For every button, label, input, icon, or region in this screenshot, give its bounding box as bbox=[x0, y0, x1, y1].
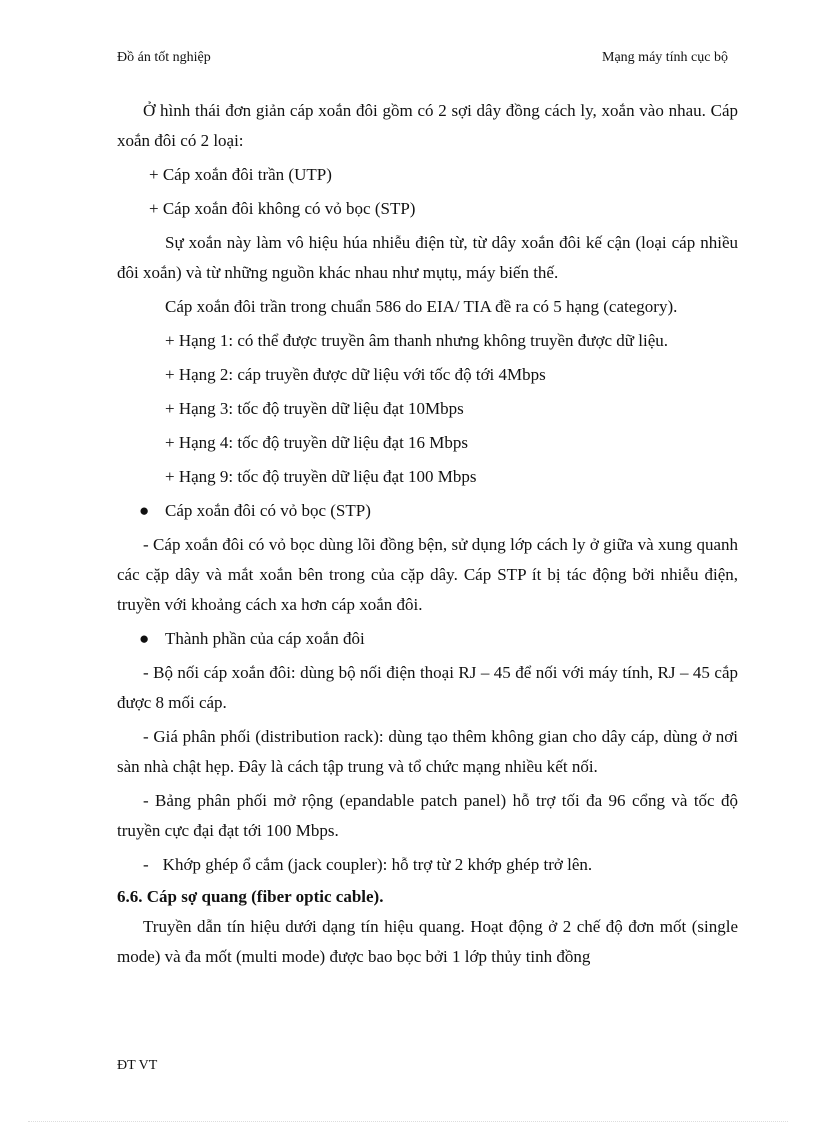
rack-paragraph: - Giá phân phối (distribution rack): dùng tạo thêm không gian cho dây cáp, dùng ở nơi sàn nhà chật hẹp. Đây là cách tập trung và tổ chức mạng nhiều kết nối. bbox=[117, 727, 738, 776]
page-bottom-divider bbox=[28, 1121, 788, 1122]
category-1-item: + Hạng 1: có thể được truyền âm thanh nhưng không truyền được dữ liệu. bbox=[165, 331, 669, 350]
bullet-components bbox=[117, 624, 738, 654]
panel-paragraph: - Bảng phân phối mở rộng (epandable patch panel) hỗ trợ tối đa 96 cổng và tốc độ truyền cực đại đạt tới 100 Mbps. bbox=[117, 791, 738, 840]
bullet-dot-icon: ● bbox=[139, 501, 150, 520]
stp-paragraph: - Cáp xoắn đôi có vỏ bọc dùng lõi đồng bện, sử dụng lớp cách ly ở giữa và xung quanh các cặp dây và mắt xoắn bên trong của cặp dây. Cáp STP ít bị tác động bởi nhiễu điện, truyền với khoảng cách xa hơn cáp xoắn đôi. bbox=[117, 535, 738, 614]
header-left-title: Đồ án tốt nghiệp bbox=[117, 50, 211, 65]
category-2-item: + Hạng 2: cáp truyền được dữ liệu với tốc độ tới 4Mbps bbox=[165, 365, 546, 384]
coupler-paragraph bbox=[117, 850, 738, 880]
bullet-components-label: Thành phần của cáp xoắn đôi bbox=[165, 629, 365, 648]
standard-paragraph: Cáp xoắn đôi trần trong chuẩn 586 do EIA/ TIA đề ra có 5 hạng (category). bbox=[165, 297, 678, 316]
page-footer: ĐT VT bbox=[117, 1058, 158, 1073]
intro-paragraph: Ở hình thái đơn giản cáp xoắn đôi gồm có 2 sợi dây đồng cách ly, xoắn vào nhau. Cáp xoắn đôi có 2 loại: bbox=[117, 101, 738, 150]
bullet-dot-icon: ● bbox=[139, 629, 150, 648]
coupler-dash: - bbox=[143, 855, 149, 874]
coupler-text: Khớp ghép ổ cắm (jack coupler): hỗ trợ từ 2 khớp ghép trở lên. bbox=[162, 855, 593, 874]
cable-type-utp: + Cáp xoắn đôi trần (UTP) bbox=[149, 165, 332, 184]
section-heading-fiber: 6.6. Cáp sợ quang (fiber optic cable). bbox=[117, 887, 384, 906]
header-right-title: Mạng máy tính cục bộ bbox=[602, 50, 728, 65]
page-header bbox=[117, 50, 728, 66]
category-4-item: + Hạng 4: tốc độ truyền dữ liệu đạt 16 Mbps bbox=[165, 433, 469, 452]
connector-paragraph: - Bộ nối cáp xoắn đôi: dùng bộ nối điện thoại RJ – 45 để nối với máy tính, RJ – 45 cắp được 8 mối cáp. bbox=[117, 663, 738, 712]
fiber-paragraph: Truyền dẫn tín hiệu dưới dạng tín hiệu quang. Hoạt động ở 2 chế độ đơn mốt (single mode) và đa mốt (multi mode) được bao bọc bởi 1 lớp thủy tinh đồng bbox=[117, 917, 738, 966]
twist-paragraph: Sự xoắn này làm vô hiệu húa nhiễu điện từ, từ dây xoắn đôi kế cận (loại cáp nhiều đôi xoắn) và từ những nguồn khác nhau như mụtụ, máy biến thế. bbox=[117, 233, 738, 282]
bullet-stp-label: Cáp xoắn đôi có vỏ bọc (STP) bbox=[165, 501, 371, 520]
category-9-item: + Hạng 9: tốc độ truyền dữ liệu đạt 100 Mbps bbox=[165, 467, 477, 486]
cable-type-stp: + Cáp xoắn đôi không có vỏ bọc (STP) bbox=[149, 199, 416, 218]
bullet-stp bbox=[117, 496, 738, 526]
page-content bbox=[117, 96, 738, 972]
category-3-item: + Hạng 3: tốc độ truyền dữ liệu đạt 10Mbps bbox=[165, 399, 464, 418]
